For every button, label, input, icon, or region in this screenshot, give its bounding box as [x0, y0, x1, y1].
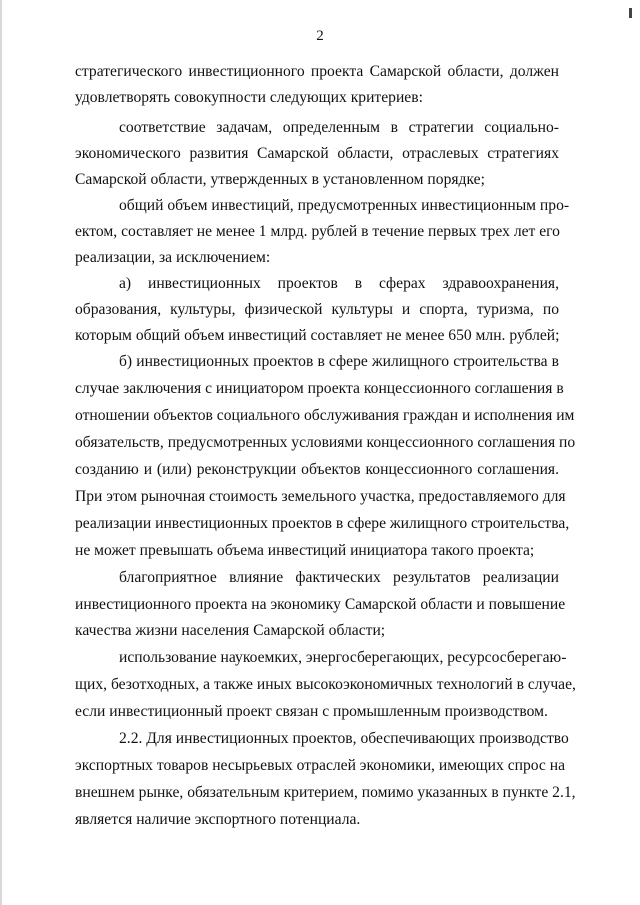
- text-line: реализации инвестиционных проектов в сфере жилищного строительства,: [75, 515, 570, 532]
- text-line: внешнем рынке, обязательным критерием, помимо указанных в пункте 2.1,: [75, 784, 576, 801]
- text-line: которым общий объем инвестиций составляет не менее 650 млн. рублей;: [75, 327, 560, 344]
- text-line: благоприятное влияние фактических результатов реализации: [119, 569, 559, 586]
- page-number: 2: [316, 28, 324, 44]
- text-line: экспортных товаров несырьевых отраслей экономики, имеющих спрос на: [75, 757, 566, 774]
- text-line: отношении объектов социального обслуживания граждан и исполнения им: [75, 407, 575, 424]
- text-line: образования, культуры, физической культуры и спорта, туризма, по: [75, 301, 559, 318]
- text-line: 2.2. Для инвестиционных проектов, обеспечивающих производство: [119, 730, 569, 747]
- text-line: случае заключения с инициатором проекта концессионного соглашения в: [75, 380, 564, 397]
- text-line: щих, безотходных, а также иных высокоэкономичных технологий в случае,: [75, 676, 576, 693]
- scan-mark: [629, 8, 632, 18]
- text-line: обязательств, предусмотренных условиями концессионного соглашения по: [75, 434, 576, 451]
- text-line: если инвестиционный проект связан с промышленным производством.: [75, 703, 548, 720]
- text-line: экономического развития Самарской области, отраслевых стратегиях: [75, 145, 559, 162]
- text-line: является наличие экспортного потенциала.: [75, 811, 361, 828]
- text-line: а) инвестиционных проектов в сферах здравоохранения,: [119, 275, 559, 292]
- text-line: не может превышать объема инвестиций инициатора такого проекта;: [75, 542, 535, 559]
- text-line: удовлетворять совокупности следующих критериев:: [75, 89, 423, 106]
- text-line: При этом рыночная стоимость земельного участка, предоставляемого для: [75, 488, 566, 505]
- text-line: качества жизни населения Самарской области;: [75, 622, 386, 639]
- text-line: стратегического инвестиционного проекта Самарской области, должен: [75, 63, 559, 80]
- text-line: инвестиционного проекта на экономику Самарской области и повышение: [75, 596, 566, 613]
- scan-edge: [0, 0, 2, 905]
- text-line: Самарской области, утвержденных в установленном порядке;: [75, 171, 485, 188]
- text-line: использование наукоемких, энергосберегающих, ресурсосберегаю-: [119, 649, 567, 666]
- text-line: соответствие задачам, определенным в стратегии социально-: [119, 119, 559, 136]
- text-line: общий объем инвестиций, предусмотренных инвестиционным про-: [119, 197, 570, 214]
- text-line: созданию и (или) реконструкции объектов концессионного соглашения.: [75, 461, 559, 478]
- text-line: реализации, за исключением:: [75, 249, 271, 266]
- text-line: ектом, составляет не менее 1 млрд. рублей в течение первых трех лет его: [75, 223, 560, 240]
- text-line: б) инвестиционных проектов в сфере жилищного строительства в: [119, 353, 559, 370]
